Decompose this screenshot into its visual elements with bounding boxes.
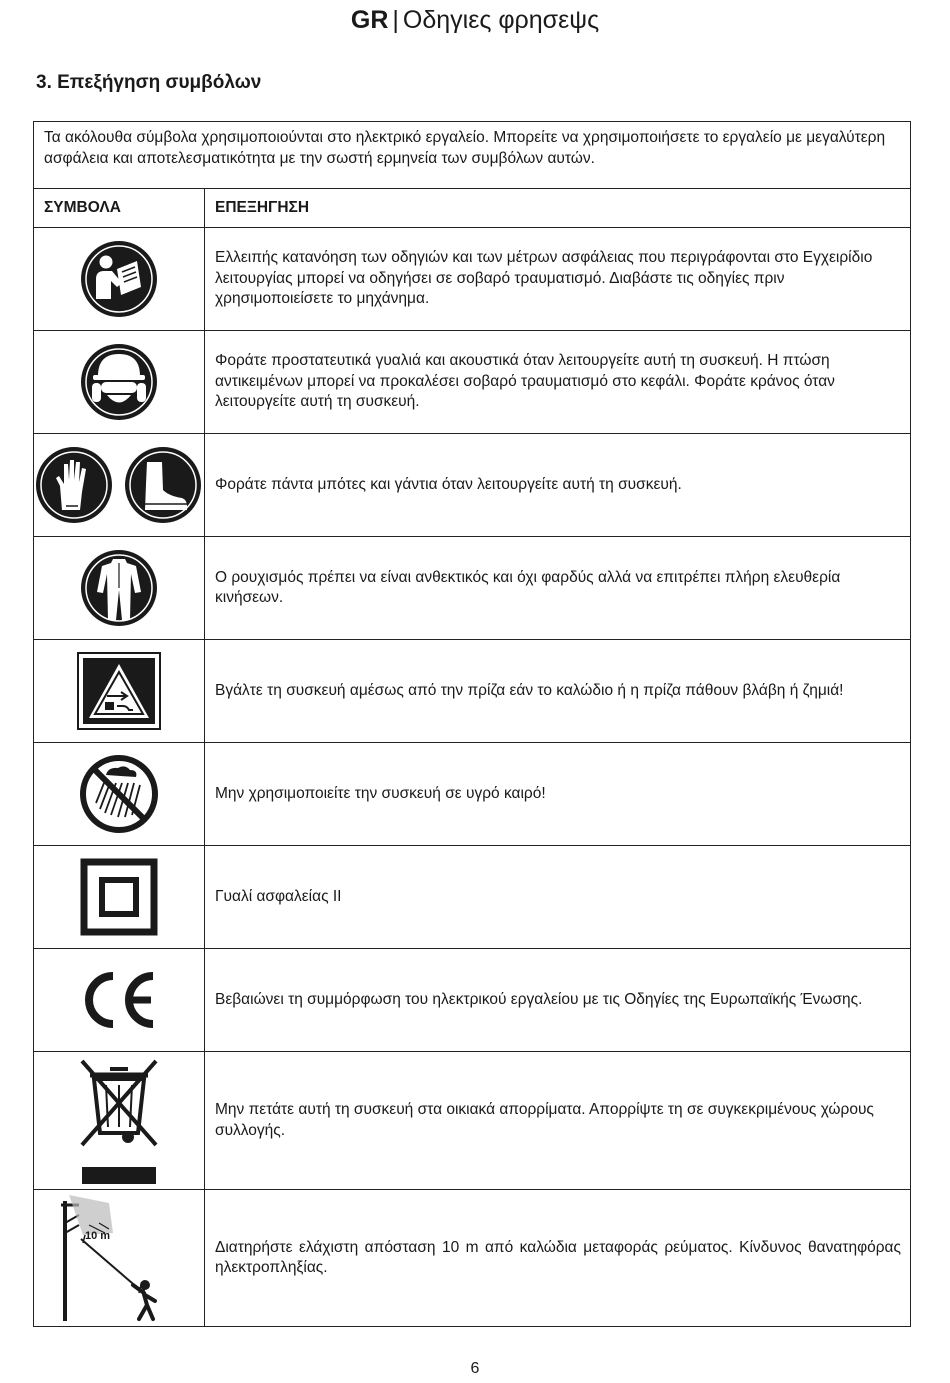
ce-mark-icon [79,970,159,1030]
table-row [34,228,910,331]
section-title: 3. Επεξήγηση συμβόλων [36,72,262,93]
page-header [0,4,950,36]
table-intro: Τα ακόλουθα σύμβολα χρησιμοποιούνται στο ηλεκτρικό εργαλείο. Μπορείτε να χρησιμοποιήσετε το εργαλείο με μεγαλύτερη ασφάλεια και αποτελεσματικότητα με την σωστή ερμηνεία των συμβόλων αυτών. [34,122,910,189]
language-code: GR [350,6,389,34]
symbol-cell [34,228,205,330]
header-separator: | [392,6,399,34]
power-line-distance-icon [59,1193,179,1323]
explanation-text: Ο ρουχισμός πρέπει να είναι ανθεκτικός και όχι φαρδύς αλλά να επιτρέπει πλήρη ελευθερία κινήσεων. [215,568,841,606]
symbol-cell [34,743,205,845]
explanation-text: Γυαλί ασφαλείας II [215,887,342,905]
symbol-cell [34,846,205,948]
table-row [34,331,910,434]
explanation-text: Μην πετάτε αυτή τη συσκευή στα οικιακά απορρίματα. Απορρίψτε τη σε συγκεκριμένους χώρους συλλογής. [215,1101,874,1139]
symbol-cell [34,949,205,1051]
read-manual-icon [79,239,159,319]
table-header-row [34,189,910,228]
explanation-text: Φοράτε προστατευτικά γυαλιά και ακουστικά όταν λειτουργείτε αυτή τη συσκευή. Η πτώση αντικειμένων μπορεί να προκαλέσει σοβαρό τραυματισμό στο κεφάλι. Φοράτε κράνος όταν λειτουργείτε αυτή τη συσκευή. [215,352,835,411]
table-row [34,846,910,949]
unplug-warning-icon [77,652,161,730]
weee-crossed-bin-icon [76,1055,162,1187]
explanation-text: Ελλειπής κατανόηση των οδηγιών και των μέτρων ασφάλειας που περιγράφονται στο Εγχειρίδιο λειτουργίας μπορεί να οδηγήσει σε σοβαρό τραυματισμό. Διαβάστε τις οδηγίες πριν χρησιμοποιείσετε το μηχάνημα. [215,249,873,308]
table-row [34,537,910,640]
table-row [34,1190,910,1326]
explanation-text: Βγάλτε τη συσκευή αμέσως από την πρίζα εάν το καλώδιο ή η πρίζα πάθουν βλάβη ή ζημιά! [215,681,844,699]
column-header-explanation: ΕΠΕΞΗΓΗΣΗ [215,198,310,216]
symbol-cell [34,1190,205,1326]
class-ii-insulation-icon [80,858,158,936]
column-header-symbols: ΣΥΜΒΟΛΑ [34,189,205,227]
table-row [34,640,910,743]
explanation-text: Διατηρήστε ελάχιστη απόσταση 10 m από καλώδια μεταφοράς ρεύματος. Κίνδυνος θανατηφόρας ηλεκτροπληξίας. [215,1238,901,1276]
table-row [34,949,910,1052]
table-row [34,1052,910,1190]
symbol-cell [34,537,205,639]
page-number: 6 [470,1360,480,1377]
explanation-text: Φοράτε πάντα μπότες και γάντια όταν λειτουργείτε αυτή τη συσκευή. [215,475,682,493]
explanation-text: Μην χρησιμοποιείτε την συσκευή σε υγρό καιρό! [215,784,546,802]
gloves-boots-icon [36,444,202,526]
protective-clothing-icon [79,548,159,628]
header-title: Οδηγιες φρησεψς [402,6,600,34]
symbol-cell [34,331,205,433]
table-row [34,743,910,846]
explanation-text: Βεβαιώνει τη συμμόρφωση του ηλεκτρικού εργαλείου με τις Οδηγίες της Ευρωπαϊκής Ένωσης. [215,990,863,1008]
no-rain-icon [78,753,160,835]
symbol-cell [34,1052,205,1189]
helmet-goggles-earmuffs-icon [79,342,159,422]
symbol-cell [34,640,205,742]
symbols-table [33,121,911,1327]
distance-label: 10 m [85,1230,111,1242]
table-row [34,434,910,537]
symbol-cell [34,434,205,536]
